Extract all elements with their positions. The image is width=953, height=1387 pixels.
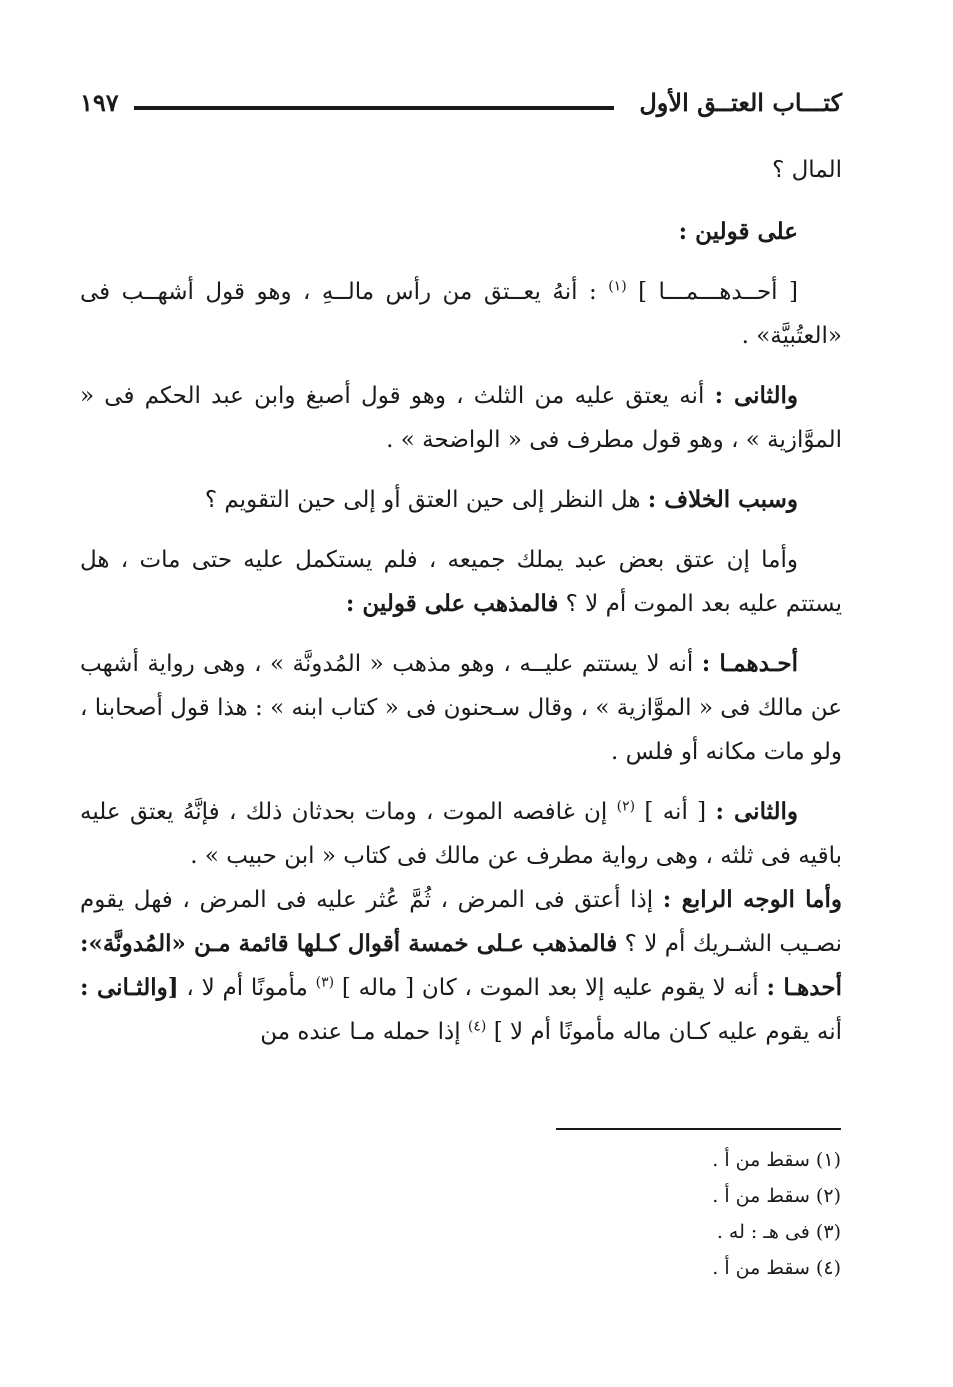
paragraph-9-text-3: مأمونًا أم لا ، bbox=[186, 975, 308, 1001]
paragraph-3 bbox=[80, 270, 842, 358]
paragraph-5-text: هل النظر إلى حين العتق أو إلى حين التقويم ؟ bbox=[204, 487, 641, 513]
footnote-3: (٣) فى هـ : له . bbox=[716, 1221, 841, 1243]
running-title: كتـــاب العتــق الأول bbox=[639, 88, 842, 117]
paragraph-9-label-2: أحدهـا : bbox=[766, 974, 842, 1001]
paragraph-5-label: وسبب الخلاف : bbox=[647, 486, 798, 513]
footnote-ref-3: (٣) bbox=[315, 974, 335, 991]
footnote-1: (١) سقط من أ . bbox=[712, 1149, 841, 1171]
paragraph-4-label: والثانى : bbox=[714, 382, 799, 409]
paragraph-8 bbox=[80, 790, 842, 878]
paragraph-3-text: : أنهُ يعــتق من رأس مالــهِ ، وهو قول أشهــب فى «العتُبيَّة» . bbox=[80, 279, 842, 349]
paragraph-9-text-5: إذا حمله مـا عنده من bbox=[260, 1019, 461, 1045]
page-header bbox=[80, 88, 842, 128]
footnotes bbox=[241, 1142, 841, 1286]
footnote-ref-4: (٤) bbox=[467, 1018, 487, 1035]
paragraph-3-label: [ أحــدهـــمـــا ] bbox=[638, 279, 799, 305]
paragraph-5 bbox=[80, 478, 842, 522]
page-number: ١٩٧ bbox=[80, 88, 119, 117]
paragraph-9-text-2: أنه لا يقوم عليه إلا بعد الموت ، كان [ ماله ] bbox=[341, 975, 759, 1001]
paragraph-4-text: أنه يعتق عليه من الثلث ، وهو قول أصبغ وابن عبد الحكم فى « الموَّازية » ، وهو قول مطرف فى « الواضحة » . bbox=[80, 383, 842, 453]
paragraph-9 bbox=[80, 878, 842, 1054]
paragraph-6-text: وأما إن عتق بعض عبد يملك جميعه ، فلم يستكمل عليه حتى مات ، هل يستتم عليه بعد الموت أم لا ؟ bbox=[80, 547, 842, 617]
paragraph-6 bbox=[80, 538, 842, 626]
paragraph-9-label: وأما الوجه الرابع : bbox=[662, 886, 842, 913]
footnote-4: (٤) سقط من أ . bbox=[712, 1257, 841, 1279]
paragraph-2-text: على قولين : bbox=[678, 218, 798, 245]
paragraph-8-label: والثانى : bbox=[715, 798, 799, 825]
footnote-ref-2: (٢) bbox=[616, 798, 636, 815]
footnote-rule bbox=[556, 1128, 841, 1130]
paragraph-9-bold: فالمذهب عـلى خمسة أقوال كـلها قائمة مـن «المُدونَّة»: bbox=[80, 930, 618, 957]
paragraph-7 bbox=[80, 642, 842, 774]
paragraph-9-text: إذا أعتق فى المرض ، ثُمَّ عُثر عليه فى المرض ، فهل يقوم نصـيب الشـريك أم لا ؟ bbox=[80, 887, 842, 957]
header-rule bbox=[134, 106, 614, 110]
footnote-ref-1: (١) bbox=[608, 278, 627, 295]
paragraph-1-text: المال ؟ bbox=[772, 157, 842, 183]
paragraph-7-text: أنه لا يستتم عليــه ، وهو مذهب « المُدونَّة » ، وهى رواية أشهب عن مالك فى « الموَّازية » ، وقال سـحنون فى « كتاب ابنه » : هذا قول أصحابنا ، ولو مات مكانه أو فلس . bbox=[80, 651, 842, 765]
paragraph-7-label: أحـدهمـا : bbox=[701, 650, 799, 677]
paragraph-1 bbox=[80, 148, 842, 192]
body-text bbox=[80, 148, 842, 1054]
footnote-2: (٢) سقط من أ . bbox=[712, 1185, 841, 1207]
paragraph-9-text-4: أنه يقوم عليه كـان ماله مأمونًا أم لا ] bbox=[493, 1019, 842, 1045]
paragraph-8-pre: [ أنه ] bbox=[644, 799, 707, 825]
paragraph-2 bbox=[80, 210, 842, 254]
paragraph-9-label-3: [والثـانى : bbox=[80, 974, 179, 1001]
paragraph-8-text: إن غافصه الموت ، ومات بحدثان ذلك ، فإنَّهُ يعتق عليه باقيه فى ثلثه ، وهى رواية مطرف عن مالك فى كتاب « ابن حبيب » . bbox=[80, 799, 842, 869]
paragraph-4 bbox=[80, 374, 842, 462]
paragraph-6-bold: فالمذهب على قولين : bbox=[345, 590, 559, 617]
